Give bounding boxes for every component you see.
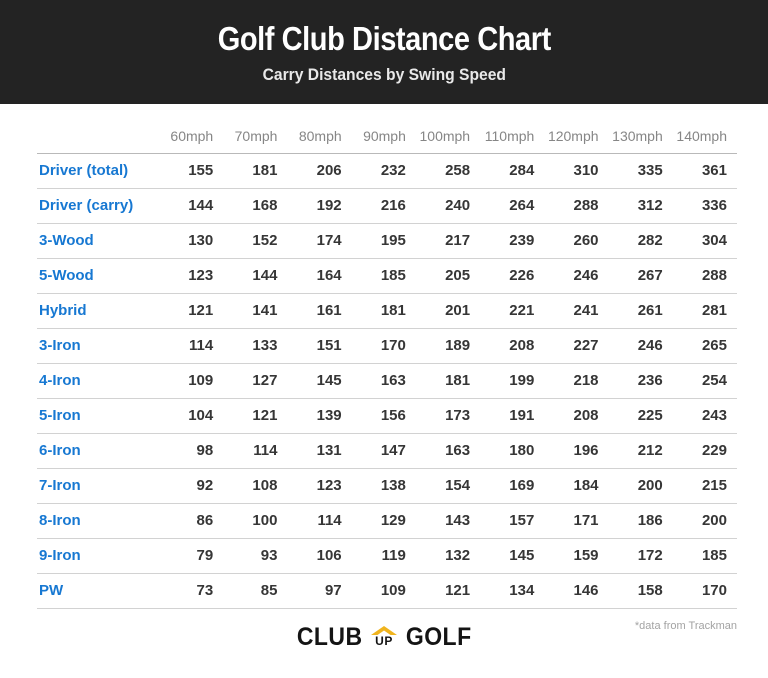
club-label: Driver (carry) [37, 188, 159, 223]
distance-value: 258 [416, 153, 480, 188]
distance-value: 264 [480, 188, 544, 223]
logo-word-golf: GOLF [405, 622, 472, 651]
distance-value: 97 [287, 573, 351, 608]
distance-value: 134 [480, 573, 544, 608]
distance-value: 288 [544, 188, 608, 223]
club-label: 5-Wood [37, 258, 159, 293]
distance-value: 141 [223, 293, 287, 328]
corner-cell [37, 125, 159, 153]
distance-value: 143 [416, 503, 480, 538]
club-label: 3-Wood [37, 223, 159, 258]
distance-value: 172 [609, 538, 673, 573]
distance-value: 206 [287, 153, 351, 188]
distance-value: 361 [673, 153, 737, 188]
distance-value: 200 [609, 468, 673, 503]
distance-value: 106 [287, 538, 351, 573]
distance-value: 216 [352, 188, 416, 223]
club-label: 8-Iron [37, 503, 159, 538]
distance-value: 100 [223, 503, 287, 538]
distance-value: 221 [480, 293, 544, 328]
distance-value: 205 [416, 258, 480, 293]
distance-value: 189 [416, 328, 480, 363]
distance-value: 232 [352, 153, 416, 188]
distance-value: 267 [609, 258, 673, 293]
distance-value: 196 [544, 433, 608, 468]
table-row [37, 363, 737, 398]
distance-value: 121 [416, 573, 480, 608]
distance-value: 147 [352, 433, 416, 468]
distance-value: 260 [544, 223, 608, 258]
logo-word-club: CLUB [296, 622, 363, 651]
club-label: 7-Iron [37, 468, 159, 503]
distance-value: 86 [159, 503, 223, 538]
distance-value: 229 [673, 433, 737, 468]
distance-value: 217 [416, 223, 480, 258]
distance-value: 119 [352, 538, 416, 573]
distance-value: 200 [673, 503, 737, 538]
distance-value: 144 [223, 258, 287, 293]
distance-value: 185 [352, 258, 416, 293]
club-label: 3-Iron [37, 328, 159, 363]
distance-value: 246 [609, 328, 673, 363]
distance-value: 163 [352, 363, 416, 398]
footer [0, 609, 768, 678]
distance-value: 145 [480, 538, 544, 573]
speed-column-header: 110mph [480, 125, 544, 153]
distance-value: 180 [480, 433, 544, 468]
distance-value: 133 [223, 328, 287, 363]
table-row [37, 188, 737, 223]
distance-value: 236 [609, 363, 673, 398]
distance-value: 184 [544, 468, 608, 503]
club-label: 6-Iron [37, 433, 159, 468]
club-label: Hybrid [37, 293, 159, 328]
distance-value: 265 [673, 328, 737, 363]
distance-value: 131 [287, 433, 351, 468]
distance-value: 284 [480, 153, 544, 188]
distance-value: 144 [159, 188, 223, 223]
distance-value: 85 [223, 573, 287, 608]
speed-column-header: 90mph [352, 125, 416, 153]
table-row [37, 433, 737, 468]
table-area [0, 125, 768, 609]
table-row [37, 573, 737, 608]
distance-value: 158 [609, 573, 673, 608]
distance-value: 215 [673, 468, 737, 503]
distance-value: 98 [159, 433, 223, 468]
distance-value: 164 [287, 258, 351, 293]
distance-value: 129 [352, 503, 416, 538]
speed-column-header: 120mph [544, 125, 608, 153]
distance-value: 171 [544, 503, 608, 538]
club-label: 5-Iron [37, 398, 159, 433]
distance-value: 335 [609, 153, 673, 188]
table-row [37, 328, 737, 363]
distance-value: 109 [352, 573, 416, 608]
distance-value: 173 [416, 398, 480, 433]
distance-value: 181 [416, 363, 480, 398]
distance-value: 168 [223, 188, 287, 223]
distance-value: 191 [480, 398, 544, 433]
speed-column-header: 100mph [416, 125, 480, 153]
distance-value: 212 [609, 433, 673, 468]
club-label: PW [37, 573, 159, 608]
distance-value: 146 [544, 573, 608, 608]
distance-value: 312 [609, 188, 673, 223]
distance-value: 145 [287, 363, 351, 398]
distance-value: 114 [159, 328, 223, 363]
distance-value: 93 [223, 538, 287, 573]
distance-value: 170 [673, 573, 737, 608]
distance-value: 155 [159, 153, 223, 188]
distance-value: 218 [544, 363, 608, 398]
distance-value: 246 [544, 258, 608, 293]
page-title: Golf Club Distance Chart [217, 19, 551, 57]
distance-value: 170 [352, 328, 416, 363]
speed-column-header: 70mph [223, 125, 287, 153]
distance-value: 114 [223, 433, 287, 468]
distance-value: 130 [159, 223, 223, 258]
distance-value: 169 [480, 468, 544, 503]
distance-value: 199 [480, 363, 544, 398]
distance-value: 161 [287, 293, 351, 328]
distance-value: 261 [609, 293, 673, 328]
table-row [37, 503, 737, 538]
speed-column-header: 60mph [159, 125, 223, 153]
table-row [37, 293, 737, 328]
distance-value: 243 [673, 398, 737, 433]
table-row [37, 258, 737, 293]
distance-value: 225 [609, 398, 673, 433]
distance-value: 181 [352, 293, 416, 328]
distance-value: 154 [416, 468, 480, 503]
distance-value: 138 [352, 468, 416, 503]
table-row [37, 538, 737, 573]
distance-value: 336 [673, 188, 737, 223]
distance-value: 163 [416, 433, 480, 468]
speed-header-row [37, 125, 737, 153]
table-row [37, 468, 737, 503]
club-label: 9-Iron [37, 538, 159, 573]
distance-value: 226 [480, 258, 544, 293]
distance-value: 241 [544, 293, 608, 328]
distance-value: 79 [159, 538, 223, 573]
distance-value: 121 [223, 398, 287, 433]
distance-value: 121 [159, 293, 223, 328]
source-note: *data from Trackman [634, 619, 737, 632]
table-row [37, 398, 737, 433]
distance-value: 181 [223, 153, 287, 188]
distance-value: 186 [609, 503, 673, 538]
distance-value: 123 [287, 468, 351, 503]
logo-up-unit [371, 626, 397, 648]
distance-value: 104 [159, 398, 223, 433]
distance-value: 114 [287, 503, 351, 538]
distance-value: 92 [159, 468, 223, 503]
distance-value: 152 [223, 223, 287, 258]
speed-column-header: 80mph [287, 125, 351, 153]
distance-value: 227 [544, 328, 608, 363]
header-banner [0, 0, 768, 104]
distance-value: 156 [352, 398, 416, 433]
distance-value: 192 [287, 188, 351, 223]
distance-value: 240 [416, 188, 480, 223]
distance-value: 185 [673, 538, 737, 573]
distance-value: 282 [609, 223, 673, 258]
distance-value: 73 [159, 573, 223, 608]
distance-table [37, 125, 737, 609]
distance-value: 151 [287, 328, 351, 363]
distance-value: 208 [480, 328, 544, 363]
distance-value: 201 [416, 293, 480, 328]
table-row [37, 153, 737, 188]
distance-value: 123 [159, 258, 223, 293]
distance-value: 139 [287, 398, 351, 433]
club-label: Driver (total) [37, 153, 159, 188]
distance-value: 108 [223, 468, 287, 503]
distance-value: 239 [480, 223, 544, 258]
speed-column-header: 130mph [609, 125, 673, 153]
distance-value: 288 [673, 258, 737, 293]
distance-value: 109 [159, 363, 223, 398]
table-row [37, 223, 737, 258]
distance-value: 281 [673, 293, 737, 328]
distance-value: 159 [544, 538, 608, 573]
logo-word-up: UP [375, 633, 393, 648]
distance-value: 157 [480, 503, 544, 538]
distance-value: 174 [287, 223, 351, 258]
distance-value: 254 [673, 363, 737, 398]
distance-value: 304 [673, 223, 737, 258]
distance-value: 208 [544, 398, 608, 433]
distance-value: 127 [223, 363, 287, 398]
speed-column-header: 140mph [673, 125, 737, 153]
club-label: 4-Iron [37, 363, 159, 398]
distance-value: 195 [352, 223, 416, 258]
page-subtitle: Carry Distances by Swing Speed [262, 64, 506, 84]
distance-value: 132 [416, 538, 480, 573]
distance-value: 310 [544, 153, 608, 188]
